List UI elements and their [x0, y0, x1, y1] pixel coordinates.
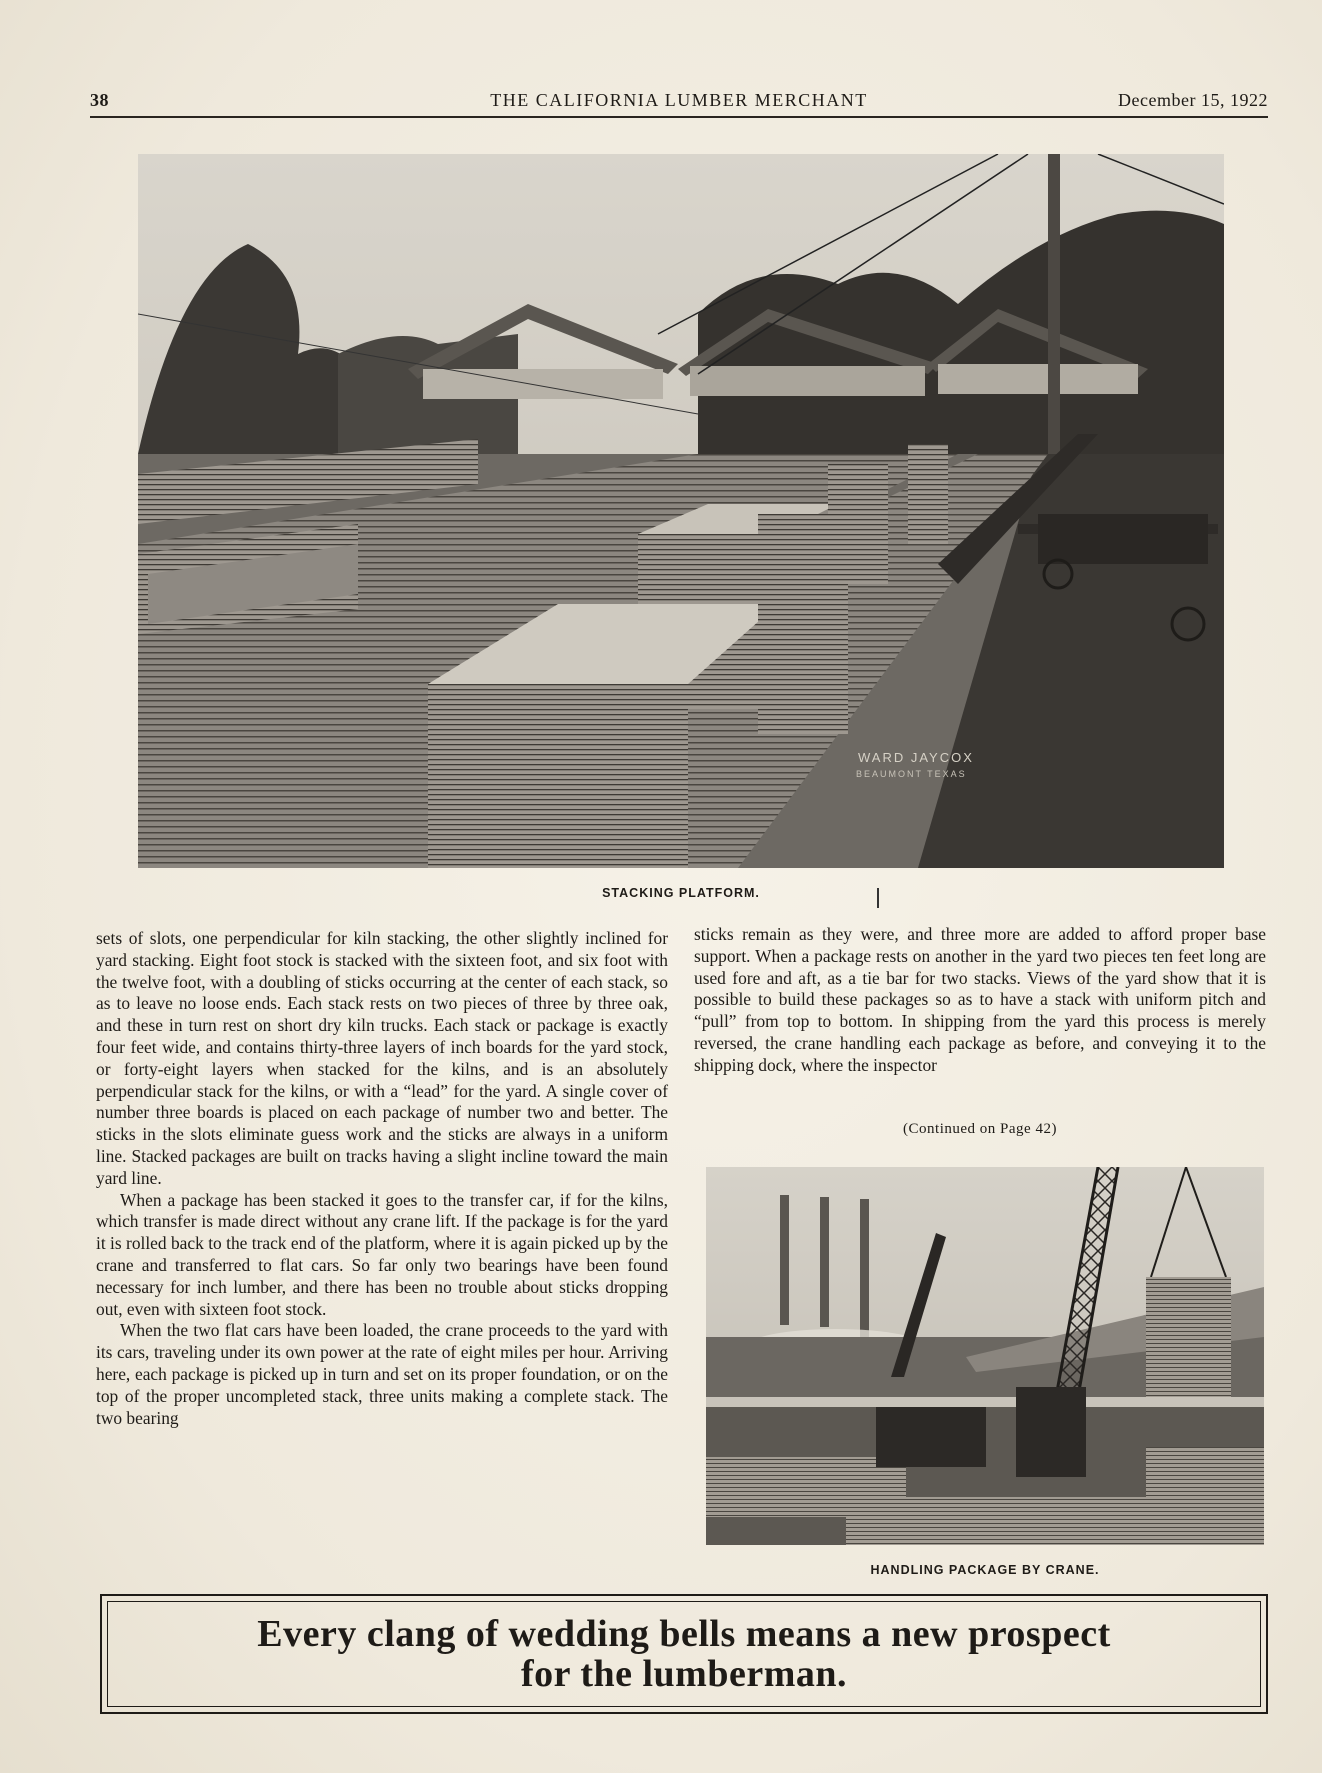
advertisement-box [100, 1594, 1268, 1714]
svg-text:WARD JAYCOX: WARD JAYCOX [858, 750, 974, 765]
svg-text:BEAUMONT TEXAS: BEAUMONT TEXAS [856, 769, 967, 779]
issue-date: December 15, 1922 [1118, 90, 1268, 110]
article-right-column [694, 924, 1266, 1077]
top-photo-caption: STACKING PLATFORM. [602, 886, 760, 900]
bottom-photo-caption: HANDLING PACKAGE BY CRANE. [870, 1563, 1100, 1577]
stray-print-mark [877, 888, 879, 908]
page-number: 38 [90, 90, 109, 110]
article-paragraph: When the two flat cars have been loaded, the crane proceeds to the yard with its cars, traveling under its own power at the rate of eight miles per hour. Arriving here, each package is picked up in turn and set on its proper foundation, or on the top of the proper uncompleted stack, three units making a complete stack. The two bearing [96, 1320, 668, 1428]
article-paragraph: sticks remain as they were, and three more are added to afford proper base support. When a package rests on another in the yard two pieces ten feet long are used fore and aft, as a tie bar for two stacks. Views of the yard show that it is possible to build these packages so as to have a stack with uniform pitch and “pull” from top to bottom. In shipping from the yard this process is merely reversed, the crane handling each package as before, and conveying it to the shipping dock, where the inspector [694, 924, 1266, 1075]
stacking-platform-photo [138, 154, 1224, 868]
article-paragraph: When a package has been stacked it goes to the transfer car, if for the kilns, which transfer is made direct without any crane lift. If the package is for the yard it is rolled back to the track end of the platform, where it is again picked up by the crane and transferred to flat cars. So far only two bearings have been found necessary for inch lumber, and there has been no trouble about sticks dropping out, even with sixteen foot stock. [96, 1189, 668, 1319]
article-paragraph: sets of slots, one perpendicular for kiln stacking, the other slightly inclined for yard stacking. Eight foot stock is stacked with the sixteen foot, and six foot with the twelve foot, with a doubling of sticks occurring at the center of each stack, so as to leave no loose ends. Each stack rests on two pieces of three by three oak, and these in turn rest on short dry kiln trucks. Each stack or package is exactly four feet wide, and contains thirty-three layers of inch boards for the yard stock, or forty-eight layers when stacked for the kilns, and is an absolutely perpendicular stack for the kilns, or with a “lead” for the yard. A single cover of number three boards is placed on each package of number two and better. The sticks in the slots eliminate guess work and the sticks are always in a uniform line. Stacked packages are built on tracks having a slight incline toward the main yard line. [96, 928, 668, 1188]
crane-handling-photo [706, 1167, 1264, 1545]
advertisement-line-2: for the lumberman. [521, 1653, 847, 1695]
continued-note: (Continued on Page 42) [903, 1121, 1057, 1137]
publication-title: THE CALIFORNIA LUMBER MERCHANT [490, 90, 868, 110]
page-header [90, 90, 1268, 118]
article-left-column [96, 928, 668, 1429]
advertisement-text [102, 1614, 1266, 1694]
advertisement-line-1: Every clang of wedding bells means a new prospect [257, 1613, 1111, 1655]
